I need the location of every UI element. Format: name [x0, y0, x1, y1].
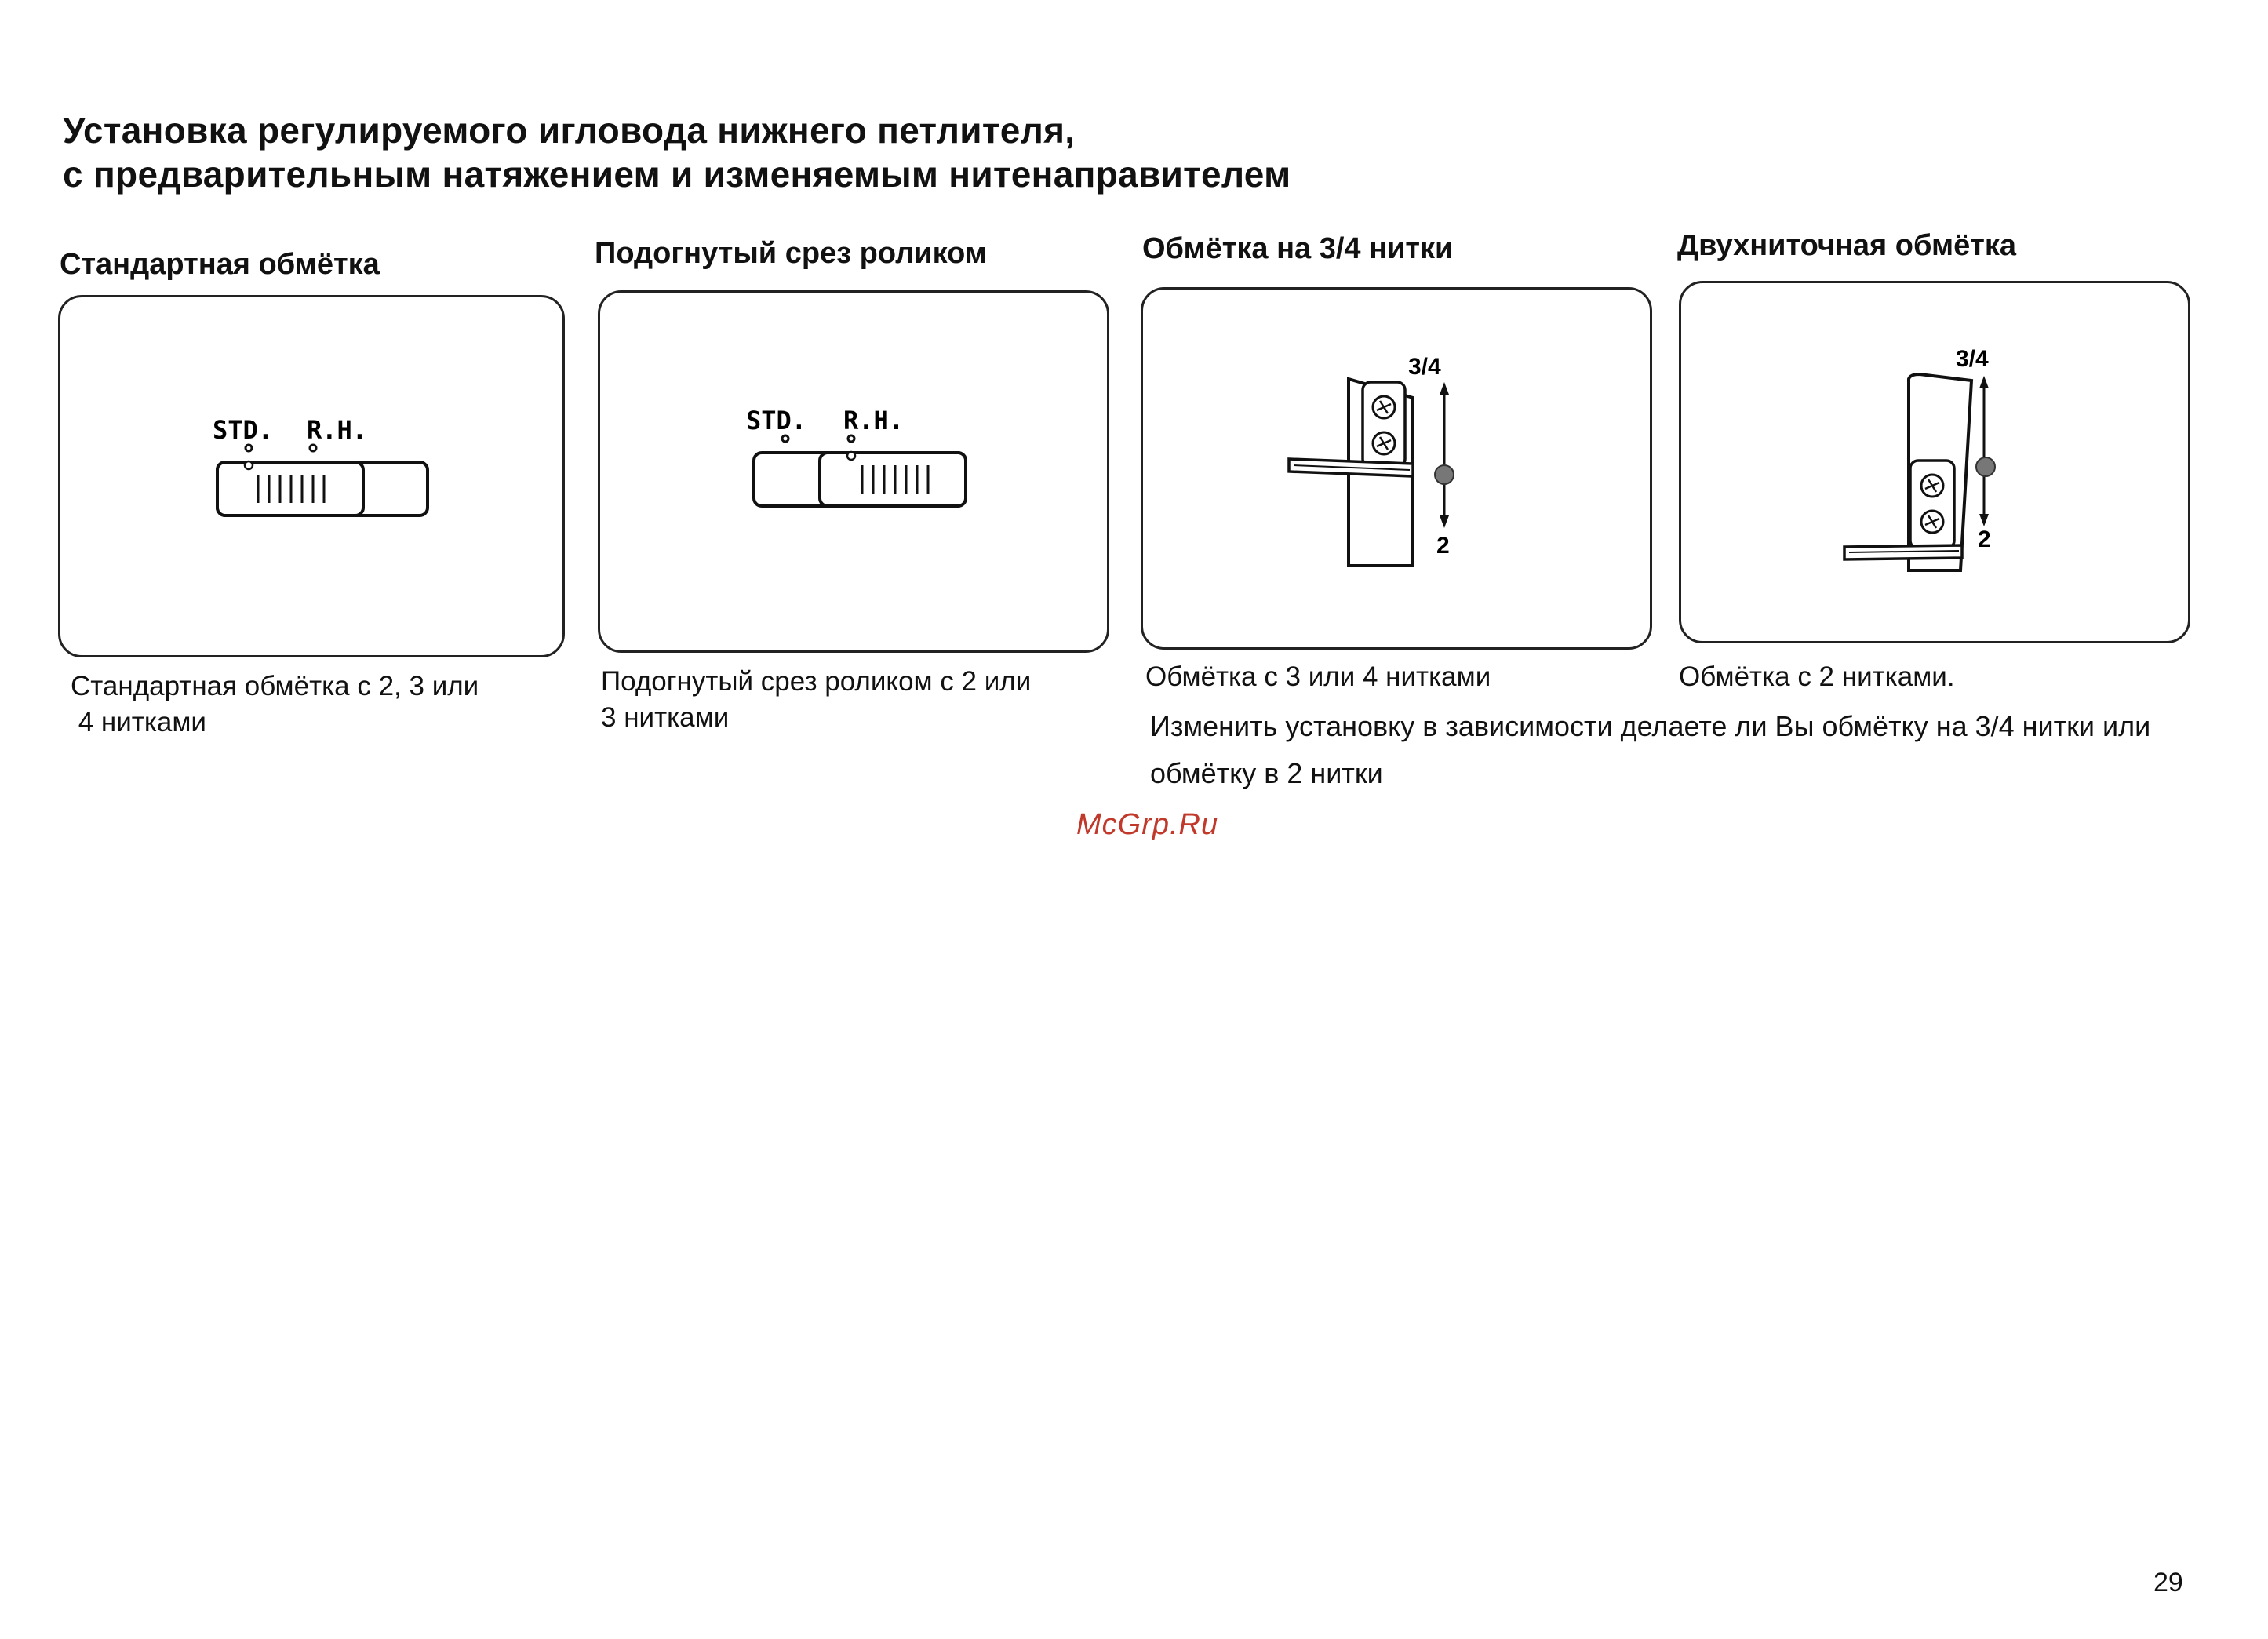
dial-grip-lines: [258, 475, 324, 503]
lever-2-illustration: [1681, 283, 2193, 646]
dial-pointer: [245, 461, 253, 469]
panel-standard-overlock: [58, 295, 565, 657]
dial-rh-illustration: [600, 293, 1112, 655]
lever-34-illustration: [1143, 290, 1655, 652]
title-line-1: Установка регулируемого игловода нижнего петлителя,: [63, 110, 1076, 151]
heading-two-thread: Двухниточная обмётка: [1677, 229, 2016, 262]
std-dot: [246, 445, 252, 451]
label-three-quarter: 3/4: [1956, 346, 1989, 372]
page-number: 29: [2153, 1568, 2183, 1597]
caption-two-thread: [1679, 659, 1955, 695]
heading-standard-overlock: Стандартная обмётка: [60, 248, 380, 281]
caption-line-1: Обмётка с 3 или 4 нитками: [1145, 661, 1491, 692]
label-two: 2: [1436, 533, 1450, 559]
heading-rolled-hem: Подогнутый срез роликом: [595, 237, 987, 270]
rh-dot: [310, 445, 316, 451]
heading-three-quarter: Обмётка на 3/4 нитки: [1142, 232, 1454, 265]
dial-knob: [820, 453, 966, 506]
caption-line-1: Подогнутый срез роликом с 2 или: [601, 666, 1032, 697]
position-indicator-dot: [1435, 465, 1454, 484]
panel-three-quarter: [1141, 287, 1652, 650]
dial-std-illustration: [60, 297, 567, 660]
dial-std-label: STD.: [746, 406, 807, 435]
caption-line-2: 4 нитками: [71, 707, 206, 738]
dial-pointer: [847, 452, 855, 460]
caption-three-quarter: [1145, 659, 1491, 695]
label-two: 2: [1978, 526, 1991, 552]
caption-standard-overlock: [71, 668, 479, 741]
label-three-quarter: 3/4: [1408, 354, 1441, 380]
caption-line-1: Обмётка с 2 нитками.: [1679, 661, 1955, 692]
std-dot: [782, 435, 788, 442]
dial-grip-lines: [862, 465, 928, 494]
dial-rh-label: R.H.: [307, 415, 368, 445]
caption-line-1: Стандартная обмётка с 2, 3 или: [71, 671, 479, 701]
watermark: McGrp.Ru: [1076, 808, 1219, 841]
caption-rolled-hem: [601, 664, 1031, 736]
position-indicator-dot: [1976, 457, 1995, 476]
page-title: [63, 108, 1291, 196]
dial-rh-label: R.H.: [843, 406, 905, 435]
dial-std-label: STD.: [213, 415, 274, 445]
title-line-2: с предварительным натяжением и изменяемым нитенаправителем: [63, 154, 1291, 195]
panel-rolled-hem: [598, 290, 1109, 653]
caption-line-2: 3 нитками: [601, 702, 730, 733]
rh-dot: [848, 435, 854, 442]
panel-two-thread: [1679, 281, 2190, 643]
setting-note: Изменить установку в зависимости делаете ли Вы обмётку на 3/4 нитки или обмётку в 2 нитки: [1150, 710, 2151, 789]
